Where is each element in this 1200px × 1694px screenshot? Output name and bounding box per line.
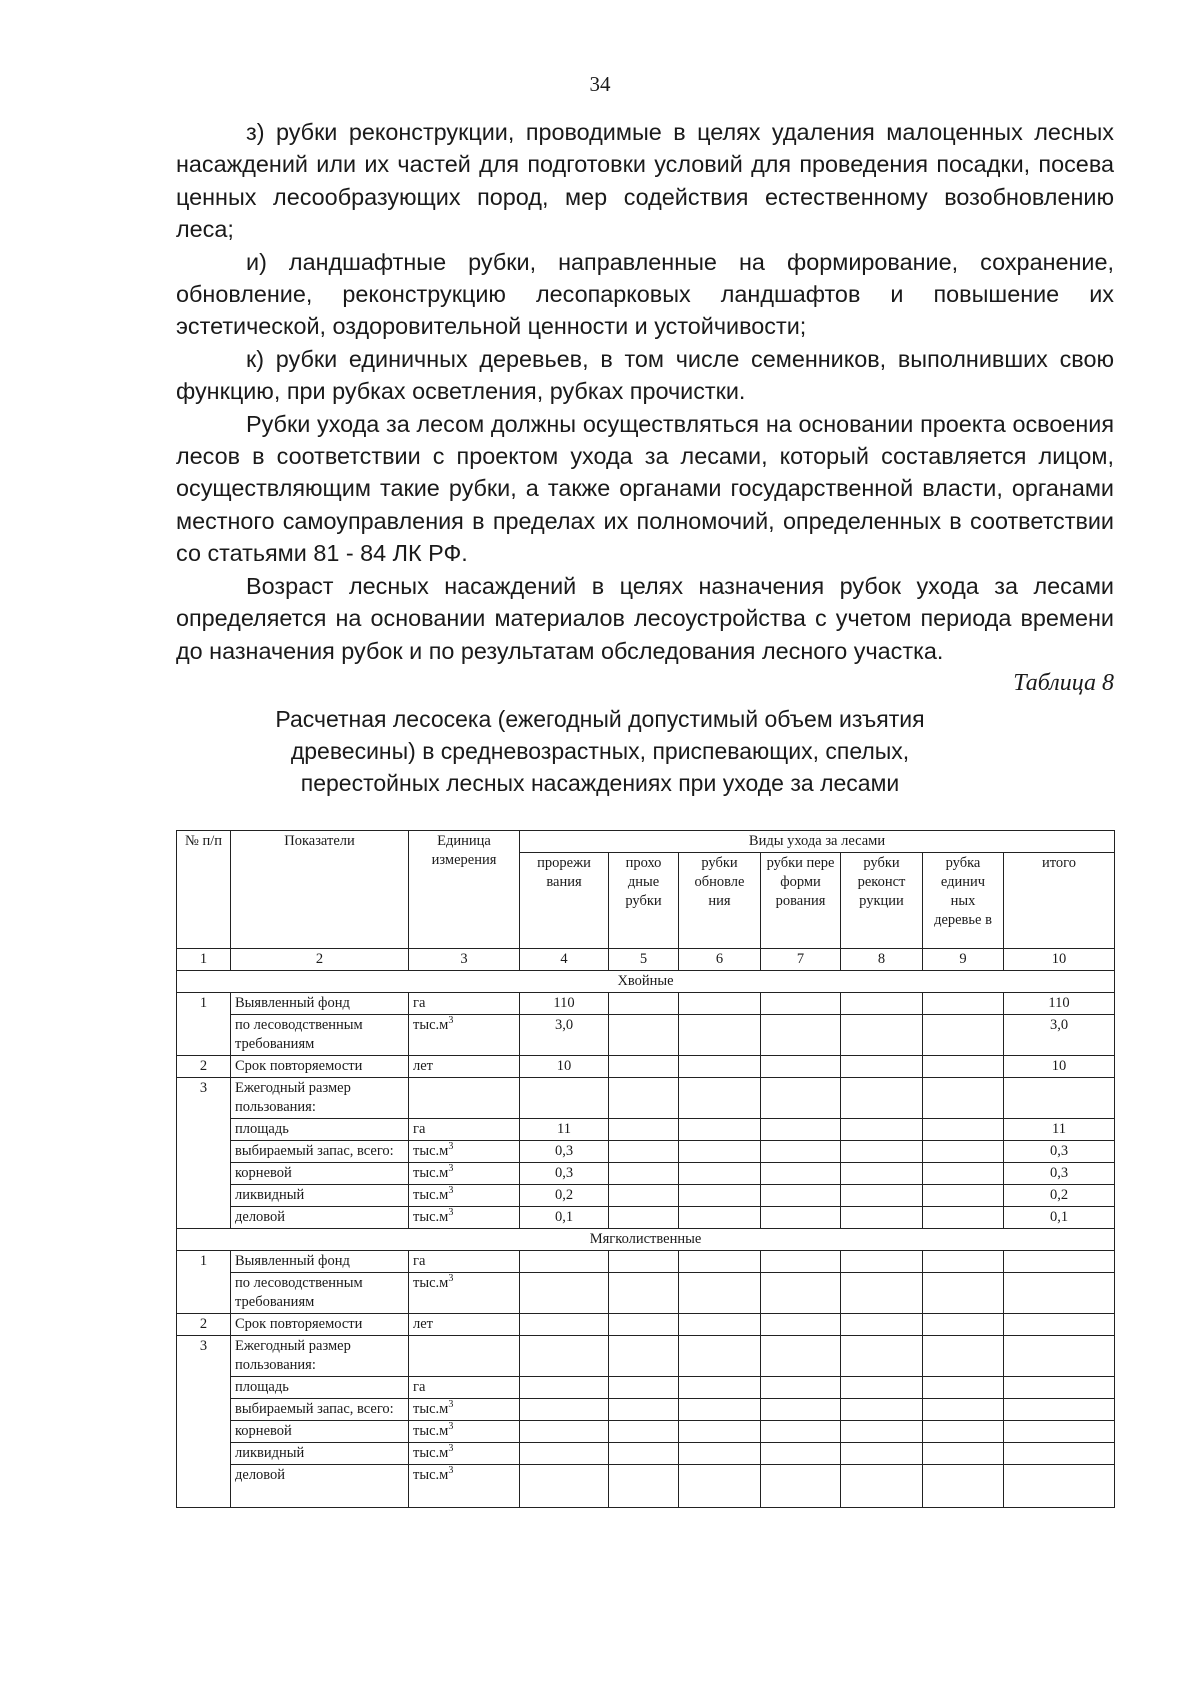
paragraph-felling-basis: Рубки ухода за лесом должны осуществляться на основании проекта освоения лесов в соответствии с проектом ухода за лесами, который составляется лицом, осуществляющим такие рубки, а также органами государственной власти, органами местного самоуправления в пределах их полномочий, определенных в соответствии со статьями 81 - 84 ЛК РФ.: [176, 410, 1114, 567]
value-cell: [609, 1056, 679, 1078]
header-types-group: Виды ухода за лесами: [520, 831, 1115, 853]
column-number: 7: [761, 949, 841, 971]
total-value: 0,2: [1004, 1185, 1115, 1207]
table-row: [177, 1377, 1115, 1399]
value-cell: [841, 1119, 923, 1141]
value-cell: [841, 1314, 923, 1336]
unit-cell: [409, 1078, 520, 1119]
table-row: [177, 1207, 1115, 1229]
value-cell: [923, 1377, 1004, 1399]
value-cell: [923, 1443, 1004, 1465]
value-cell: [679, 1465, 761, 1508]
value-cell: [761, 1314, 841, 1336]
total-value: 0,3: [1004, 1141, 1115, 1163]
indicator-cell: Выявленный фонд: [231, 993, 409, 1015]
indicator-cell: деловой: [231, 1465, 409, 1508]
unit-text: тыс.м: [413, 1143, 449, 1159]
table-row: [177, 1056, 1115, 1078]
value-cell: [761, 1273, 841, 1314]
unit-cell: лет: [409, 1056, 520, 1078]
table-header-row: [177, 831, 1115, 853]
unit-cell: лет: [409, 1314, 520, 1336]
value-cell: [841, 993, 923, 1015]
unit-text: тыс.м: [413, 1187, 449, 1203]
value-cell: [609, 1314, 679, 1336]
paragraph-k: к) рубки единичных деревьев, в том числе семенников, выполнивших свою функцию, при рубках осветления, рубках прочистки.: [176, 345, 1114, 405]
unit-text: тыс.м: [413, 1017, 449, 1033]
value-cell: [761, 1163, 841, 1185]
value-cell: [761, 1185, 841, 1207]
row-number: 1: [177, 1251, 231, 1314]
section-row: [177, 971, 1115, 993]
unit-superscript: 3: [448, 1163, 454, 1175]
value-cell: [679, 1251, 761, 1273]
value-cell: [609, 1465, 679, 1508]
value-cell: [679, 1273, 761, 1314]
value-cell: [923, 1163, 1004, 1185]
unit-superscript: 3: [448, 1273, 454, 1285]
thinning-value: 0,1: [520, 1207, 609, 1229]
value-cell: [609, 1185, 679, 1207]
row-number: 2: [177, 1056, 231, 1078]
indicator-cell: по лесоводственным требованиям: [231, 1273, 409, 1314]
indicator-cell: Ежегодный размер пользования:: [231, 1078, 409, 1119]
column-number: 6: [679, 949, 761, 971]
indicator-cell: Ежегодный размер пользования:: [231, 1336, 409, 1377]
value-cell: [841, 1185, 923, 1207]
table-row: [177, 1314, 1115, 1336]
value-cell: [679, 1399, 761, 1421]
total-value: [1004, 1314, 1115, 1336]
value-cell: [923, 1251, 1004, 1273]
column-number: 8: [841, 949, 923, 971]
unit-cell: [409, 1163, 520, 1185]
value-cell: [923, 1465, 1004, 1508]
value-cell: [761, 1443, 841, 1465]
value-cell: [923, 1336, 1004, 1377]
table-row: [177, 1078, 1115, 1119]
total-value: [1004, 1377, 1115, 1399]
value-cell: [609, 1377, 679, 1399]
row-number: 3: [177, 1336, 231, 1508]
body-text: [176, 116, 1114, 667]
value-cell: [609, 1273, 679, 1314]
unit-cell: [409, 1399, 520, 1421]
indicator-cell: ликвидный: [231, 1443, 409, 1465]
column-number: 2: [231, 949, 409, 971]
value-cell: [679, 1185, 761, 1207]
value-cell: [923, 1119, 1004, 1141]
unit-cell: [409, 1421, 520, 1443]
table-row: [177, 1141, 1115, 1163]
column-number: 3: [409, 949, 520, 971]
value-cell: [923, 1185, 1004, 1207]
unit-text: тыс.м: [413, 1445, 449, 1461]
header-type-reformation: рубки пере форми рования: [761, 853, 841, 949]
value-cell: [679, 1207, 761, 1229]
thinning-value: [520, 1273, 609, 1314]
header-unit: Единица измерения: [409, 831, 520, 949]
unit-text: тыс.м: [413, 1423, 449, 1439]
column-number-row: [177, 949, 1115, 971]
value-cell: [609, 1078, 679, 1119]
value-cell: [923, 1015, 1004, 1056]
table-label: Таблица 8: [1013, 670, 1114, 696]
paragraph-i: и) ландшафтные рубки, направленные на формирование, сохранение, обновление, реконструкцию лесопарковых ландшафтов и повышение их эстетической, оздоровительной ценности и устойчивости;: [176, 248, 1114, 340]
total-value: [1004, 1421, 1115, 1443]
thinning-value: [520, 1443, 609, 1465]
header-num: № п/п: [177, 831, 231, 949]
indicator-cell: выбираемый запас, всего:: [231, 1141, 409, 1163]
unit-text: тыс.м: [413, 1401, 449, 1417]
header-type-reconstruction: рубки реконст рукции: [841, 853, 923, 949]
total-value: 0,1: [1004, 1207, 1115, 1229]
value-cell: [841, 1251, 923, 1273]
thinning-value: 3,0: [520, 1015, 609, 1056]
value-cell: [609, 1141, 679, 1163]
thinning-value: [520, 1421, 609, 1443]
value-cell: [841, 1399, 923, 1421]
unit-cell: [409, 1443, 520, 1465]
value-cell: [609, 993, 679, 1015]
value-cell: [841, 1163, 923, 1185]
value-cell: [923, 1314, 1004, 1336]
unit-text: тыс.м: [413, 1209, 449, 1225]
table-title-line: перестойных лесных насаждениях при уходе за лесами: [300, 770, 900, 796]
indicator-cell: корневой: [231, 1421, 409, 1443]
indicator-cell: деловой: [231, 1207, 409, 1229]
total-value: [1004, 1465, 1115, 1508]
unit-cell: га: [409, 1119, 520, 1141]
value-cell: [841, 1336, 923, 1377]
column-number: 9: [923, 949, 1004, 971]
table-row: [177, 1399, 1115, 1421]
section-title: Хвойные: [177, 971, 1115, 993]
unit-cell: [409, 1015, 520, 1056]
table-row: [177, 1443, 1115, 1465]
header-type-total: итого: [1004, 853, 1115, 949]
value-cell: [679, 1336, 761, 1377]
value-cell: [679, 1141, 761, 1163]
value-cell: [609, 1399, 679, 1421]
total-value: [1004, 1336, 1115, 1377]
header-indicator: Показатели: [231, 831, 409, 949]
value-cell: [609, 1207, 679, 1229]
column-number: 4: [520, 949, 609, 971]
table-row: [177, 1465, 1115, 1508]
paragraph-stand-age: Возраст лесных насаждений в целях назначения рубок ухода за лесами определяется на основании материалов лесоустройства с учетом периода времени до назначения рубок и по результатам обследования лесного участка.: [176, 572, 1114, 664]
unit-cell: [409, 1465, 520, 1508]
logging-table: [176, 830, 1115, 1508]
value-cell: [761, 1377, 841, 1399]
value-cell: [841, 1141, 923, 1163]
header-type-thinning: прорежи вания: [520, 853, 609, 949]
section-title: Мягколиственные: [177, 1229, 1115, 1251]
total-value: [1004, 1273, 1115, 1314]
value-cell: [923, 1056, 1004, 1078]
unit-cell: [409, 1207, 520, 1229]
unit-superscript: 3: [448, 1015, 454, 1027]
table-row: [177, 1185, 1115, 1207]
value-cell: [609, 1443, 679, 1465]
total-value: 3,0: [1004, 1015, 1115, 1056]
thinning-value: [520, 1314, 609, 1336]
value-cell: [679, 1421, 761, 1443]
header-type-renewal: рубки обновле ния: [679, 853, 761, 949]
thinning-value: 0,2: [520, 1185, 609, 1207]
value-cell: [609, 1015, 679, 1056]
value-cell: [609, 1251, 679, 1273]
paragraph-z: з) рубки реконструкции, проводимые в целях удаления малоценных лесных насаждений или их частей для подготовки условий для проведения посадки, посева ценных лесообразующих пород, мер содействия естественному возобновлению леса;: [176, 119, 1114, 243]
value-cell: [679, 1314, 761, 1336]
indicator-cell: Срок повторяемости: [231, 1314, 409, 1336]
value-cell: [841, 1207, 923, 1229]
value-cell: [761, 1399, 841, 1421]
page-number: 34: [589, 72, 611, 96]
indicator-cell: ликвидный: [231, 1185, 409, 1207]
unit-text: тыс.м: [413, 1275, 449, 1291]
value-cell: [841, 1377, 923, 1399]
value-cell: [761, 1056, 841, 1078]
table-row: [177, 1119, 1115, 1141]
value-cell: [609, 1163, 679, 1185]
total-value: 10: [1004, 1056, 1115, 1078]
indicator-cell: площадь: [231, 1377, 409, 1399]
value-cell: [609, 1421, 679, 1443]
value-cell: [923, 1399, 1004, 1421]
thinning-value: 110: [520, 993, 609, 1015]
value-cell: [761, 1015, 841, 1056]
value-cell: [841, 1443, 923, 1465]
value-cell: [761, 993, 841, 1015]
header-type-passage: прохо дные рубки: [609, 853, 679, 949]
value-cell: [679, 993, 761, 1015]
unit-text: тыс.м: [413, 1165, 449, 1181]
table-row: [177, 1273, 1115, 1314]
value-cell: [679, 1056, 761, 1078]
value-cell: [923, 1273, 1004, 1314]
row-number: 3: [177, 1078, 231, 1229]
table-row: [177, 1015, 1115, 1056]
value-cell: [841, 1078, 923, 1119]
column-number: 10: [1004, 949, 1115, 971]
indicator-cell: Выявленный фонд: [231, 1251, 409, 1273]
unit-superscript: 3: [448, 1185, 454, 1197]
unit-superscript: 3: [448, 1399, 454, 1411]
thinning-value: [520, 1399, 609, 1421]
unit-superscript: 3: [448, 1207, 454, 1219]
row-number: 2: [177, 1314, 231, 1336]
column-number: 1: [177, 949, 231, 971]
value-cell: [679, 1015, 761, 1056]
table-title-line: древесины) в средневозрастных, приспевающих, спелых,: [290, 738, 910, 764]
value-cell: [761, 1251, 841, 1273]
value-cell: [841, 1421, 923, 1443]
table-row: [177, 1163, 1115, 1185]
row-number: 1: [177, 993, 231, 1056]
value-cell: [679, 1119, 761, 1141]
table-title-line: Расчетная лесосека (ежегодный допустимый объем изъятия: [275, 706, 925, 732]
indicator-cell: по лесоводственным требованиям: [231, 1015, 409, 1056]
value-cell: [841, 1273, 923, 1314]
thinning-value: 10: [520, 1056, 609, 1078]
value-cell: [841, 1465, 923, 1508]
total-value: [1004, 1251, 1115, 1273]
unit-cell: [409, 1141, 520, 1163]
value-cell: [761, 1207, 841, 1229]
column-number: 5: [609, 949, 679, 971]
table-row: [177, 1336, 1115, 1377]
unit-superscript: 3: [448, 1421, 454, 1433]
indicator-cell: корневой: [231, 1163, 409, 1185]
table-row: [177, 993, 1115, 1015]
value-cell: [679, 1377, 761, 1399]
unit-superscript: 3: [448, 1141, 454, 1153]
value-cell: [761, 1336, 841, 1377]
unit-cell: га: [409, 993, 520, 1015]
unit-superscript: 3: [448, 1465, 454, 1477]
thinning-value: [520, 1336, 609, 1377]
value-cell: [923, 993, 1004, 1015]
total-value: 11: [1004, 1119, 1115, 1141]
thinning-value: [520, 1251, 609, 1273]
value-cell: [761, 1141, 841, 1163]
value-cell: [761, 1119, 841, 1141]
thinning-value: [520, 1078, 609, 1119]
total-value: 0,3: [1004, 1163, 1115, 1185]
indicator-cell: Срок повторяемости: [231, 1056, 409, 1078]
value-cell: [761, 1421, 841, 1443]
total-value: [1004, 1443, 1115, 1465]
thinning-value: 0,3: [520, 1163, 609, 1185]
total-value: [1004, 1399, 1115, 1421]
value-cell: [679, 1443, 761, 1465]
value-cell: [923, 1207, 1004, 1229]
value-cell: [679, 1163, 761, 1185]
value-cell: [761, 1078, 841, 1119]
unit-cell: [409, 1185, 520, 1207]
thinning-value: 11: [520, 1119, 609, 1141]
total-value: 110: [1004, 993, 1115, 1015]
value-cell: [609, 1119, 679, 1141]
unit-cell: га: [409, 1377, 520, 1399]
value-cell: [923, 1141, 1004, 1163]
header-type-single-trees: рубка единич ных деревье в: [923, 853, 1004, 949]
value-cell: [923, 1078, 1004, 1119]
thinning-value: [520, 1465, 609, 1508]
unit-text: тыс.м: [413, 1467, 449, 1483]
indicator-cell: выбираемый запас, всего:: [231, 1399, 409, 1421]
value-cell: [923, 1421, 1004, 1443]
value-cell: [841, 1015, 923, 1056]
unit-cell: [409, 1273, 520, 1314]
unit-cell: [409, 1336, 520, 1377]
total-value: [1004, 1078, 1115, 1119]
value-cell: [841, 1056, 923, 1078]
indicator-cell: площадь: [231, 1119, 409, 1141]
thinning-value: 0,3: [520, 1141, 609, 1163]
table-title: [230, 703, 970, 799]
section-row: [177, 1229, 1115, 1251]
value-cell: [761, 1465, 841, 1508]
value-cell: [679, 1078, 761, 1119]
table-row: [177, 1421, 1115, 1443]
value-cell: [609, 1336, 679, 1377]
thinning-value: [520, 1377, 609, 1399]
unit-superscript: 3: [448, 1443, 454, 1455]
unit-cell: га: [409, 1251, 520, 1273]
table-row: [177, 1251, 1115, 1273]
